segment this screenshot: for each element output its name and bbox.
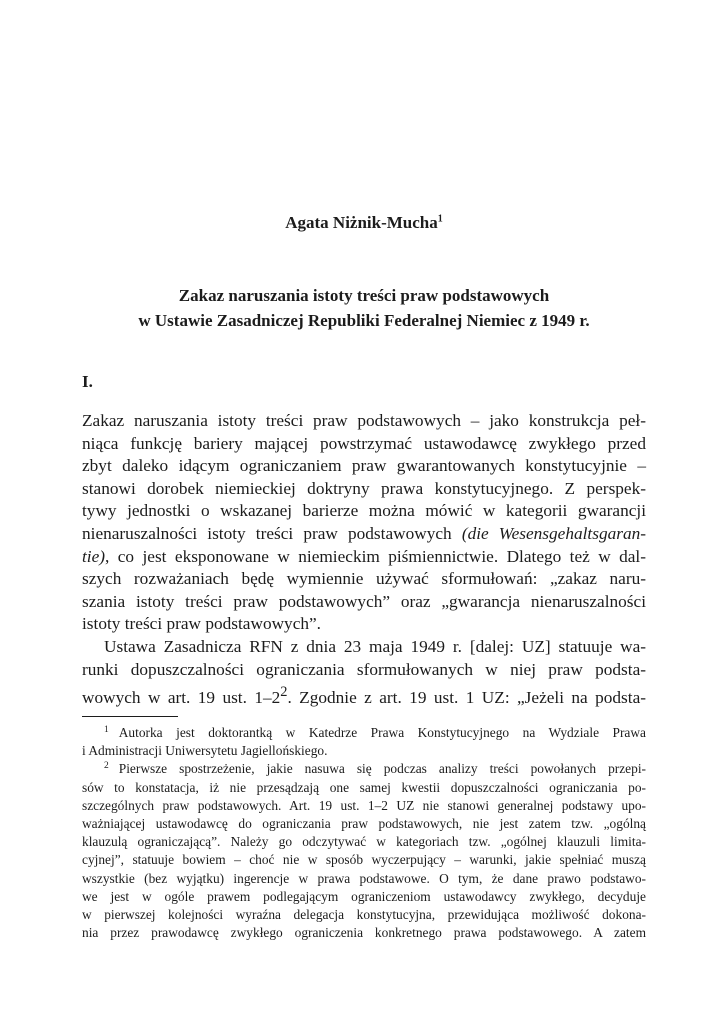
body-footnote-mark: 2 (280, 684, 288, 701)
body-line: szych rozważaniach będę wymiennie używać sformułowań: „zakaz naru- (82, 569, 646, 589)
author-footnote-mark: 1 (437, 213, 443, 225)
body-text (82, 410, 646, 707)
footnote-text: Autorka jest doktorantką w Katedrze Prawa Konstytucyjnego na Wydziale Prawa (118, 725, 646, 740)
footnote-line: ważniającej ustawodawcę do ograniczania praw podstawowych, nie jest zatem tzw. „ogólną (82, 815, 646, 831)
footnote-number: 2 (104, 760, 109, 771)
footnote-line (82, 724, 646, 742)
body-text-segment: nienaruszalności istoty treści praw podstawowych (82, 523, 462, 543)
body-line: niąca funkcję bariery mającej powstrzymać ustawodawcę zwykłego przed (82, 433, 646, 453)
footnote-line: i Administracji Uniwersytetu Jagiellońskiego. (82, 743, 328, 759)
footnote-line: we jest w ogóle prawem podlegającym ograniczeniom ustawodawcy zwykłego, decyduje (82, 888, 646, 904)
article-title-line-2: w Ustawie Zasadniczej Republiki Federalnej Niemiec z 1949 r. (138, 311, 590, 330)
body-line: zbyt daleko idącym ograniczaniem praw gwarantowanych konstytucyjnie – (82, 456, 646, 476)
article-title (0, 283, 728, 333)
author-name-text: Agata Niżnik-Mucha (285, 213, 438, 232)
body-line: szania istoty treści praw podstawowych” oraz „gwarancja nienaruszalności (82, 591, 646, 611)
body-line (82, 523, 646, 546)
body-line (82, 546, 646, 569)
article-title-line-1: Zakaz naruszania istoty treści praw podstawowych (178, 286, 550, 305)
footnote-line: cyjnej”, statuuje bowiem – choć nie w sposób wyczerpujący – warunki, jakie spełniać muszą (82, 852, 646, 868)
footnote-line: klauzulą ograniczającą”. Należy go odczytywać w kategoriach tzw. „ogólnej klauzuli limita- (82, 834, 646, 850)
body-line: runki dopuszczalności ograniczania sformułowanych w niej praw podsta- (82, 659, 646, 679)
footnote-line: nia przez prawodawcę zwykłego ograniczenia konkretnego prawa podstawowego. A zatem (82, 925, 646, 941)
body-text-segment: , co jest eksponowane w niemieckim piśmiennictwie. Dlatego też w dal- (105, 546, 646, 566)
author-name (0, 213, 728, 233)
footnotes (82, 724, 646, 942)
body-line: Ustawa Zasadnicza RFN z dnia 23 maja 1949 r. [dalej: UZ] statuuje wa- (104, 636, 646, 656)
body-line: Zakaz naruszania istoty treści praw podstawowych – jako konstrukcja peł- (82, 411, 646, 430)
body-line (82, 681, 646, 707)
body-line: tywy jednostki o wskazanej barierze można mówić w kategorii gwarancji (82, 501, 646, 521)
body-line: istoty treści praw podstawowych”. (82, 614, 322, 634)
footnote-line: wszystkie (bez wyjątku) ingerencje w prawa podstawowe. O tym, że dane prawo podstawo- (82, 870, 646, 886)
footnote-number: 1 (104, 724, 109, 735)
body-line: stanowi dorobek niemieckiej doktryny prawa konstytucyjnego. Z perspek- (82, 478, 646, 498)
footnote-separator (82, 716, 178, 717)
footnote-line: szczególnych praw podstawowych. Art. 19 ust. 1–2 UZ nie stanowi generalnej podstawy upo- (82, 797, 646, 813)
body-text-segment: wowych w art. 19 ust. 1–2 (82, 687, 281, 707)
body-italic-term: tie) (82, 546, 106, 566)
body-text-segment: . Zgodnie z art. 19 ust. 1 UZ: „Jeżeli na podsta- (287, 687, 646, 707)
footnote-line: w pierwszej kolejności wyraźna delegacja konstytucyjna, przewidująca możliwość dokona- (82, 906, 646, 922)
body-italic-term: (die Wesensgehaltsgaran- (461, 523, 646, 543)
footnote-text: Pierwsze spostrzeżenie, jakie nasuwa się podczas analizy treści powołanych przepi- (118, 761, 646, 777)
footnote-line: sów to konstatacja, iż nie przesądzają one samej kwestii dopuszczalności ograniczania po- (82, 779, 646, 795)
footnote-line (82, 760, 646, 778)
section-heading: I. (82, 372, 93, 391)
